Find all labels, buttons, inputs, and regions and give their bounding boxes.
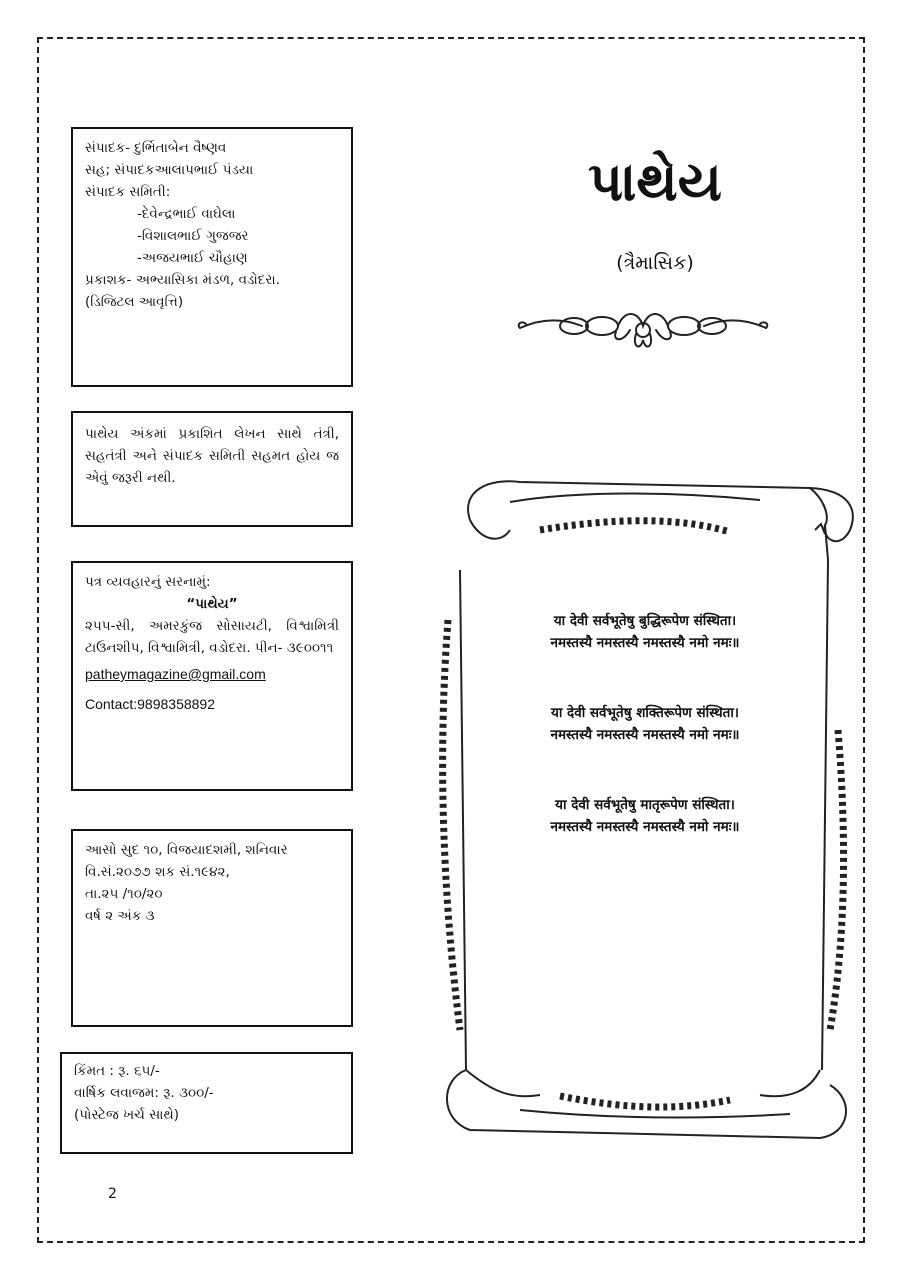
edition-line: (ડિજિટલ આવૃત્તિ)	[85, 294, 184, 310]
shloka-line: या देवी सर्वभूतेषु बुद्धिरूपेण संस्थिता।	[553, 613, 737, 629]
price-box	[60, 1052, 353, 1154]
page-number: 2	[108, 1186, 117, 1202]
shloka-line: नमस्तस्यै नमस्तस्यै नमस्तस्यै नमो नमः॥	[550, 727, 740, 743]
email-link[interactable]: patheymagazine@gmail.com	[85, 666, 266, 682]
publisher-line: પ્રકાશક- અભ્યાસિકા મંડળ, વડોદરા.	[85, 272, 280, 288]
editorial-box	[71, 127, 353, 387]
committee-member: -વિશાલભાઈ ગુજજર	[137, 228, 249, 244]
magazine-name: “પાથેય”	[186, 596, 238, 612]
volume-issue: વર્ષ ૨ અંક ૩	[85, 908, 155, 924]
shloka-line: या देवी सर्वभूतेषु मातृरूपेण संस्थिता।	[555, 797, 735, 813]
annual-subscription: વાર્ષિક લવાજમ: રૂ. ૩૦૦/-	[74, 1085, 214, 1101]
date-line: આસો સુદ ૧૦, વિજયાદશમી, શનિવાર	[85, 842, 288, 858]
committee-label: સંપાદક સમિતી:	[85, 184, 171, 200]
postal-address: ૨૫૫-સી, અમરકુંજ સોસાયટી, વિશ્વામિત્રી ટાઉનશીપ, વિશ્વામિત્રી, વડોદરા. પીન- ૩૯૦૦૧૧	[85, 618, 339, 656]
contact-number: Contact:9898358892	[85, 696, 215, 712]
shloka-block	[470, 794, 820, 838]
shloka-block	[470, 610, 820, 654]
committee-member: -અજયભાઈ ચૌહાણ	[137, 250, 248, 266]
samvat-line: વિ.સં.૨૦૭૭ શક સં.૧૯૪૨,	[85, 864, 230, 880]
magazine-title: પાથેય	[588, 150, 722, 213]
shloka-line: नमस्तस्यै नमस्तस्यै नमस्तस्यै नमो नमः॥	[550, 819, 740, 835]
address-label: પત્ર વ્યવહારનું સરનામું:	[85, 574, 211, 590]
flourish-ornament	[512, 300, 774, 360]
postage-note: (પોસ્ટેજ ખર્ચ સાથે)	[74, 1107, 180, 1123]
committee-member: -દેવેન્દ્રભાઈ વાઘેલા	[137, 206, 236, 222]
magazine-frequency: (ત્રૈમાસિક)	[616, 252, 694, 274]
disclaimer-box	[71, 411, 353, 527]
shloka-line: या देवी सर्वभूतेषु शक्तिरूपेण संस्थिता।	[551, 705, 739, 721]
editor-line: સંપાદક- દુર્ભિતાબેન વૈષ્ણવ	[85, 140, 227, 156]
date-box	[71, 829, 353, 1027]
date-numeric: તા.૨૫ /૧૦/૨૦	[85, 886, 163, 902]
shloka-line: नमस्तस्यै नमस्तस्यै नमस्तस्यै नमो नमः॥	[550, 635, 740, 651]
co-editor-line: સહ; સંપાદકઆલાપભાઈ પંડયા	[85, 162, 254, 178]
price-line: કિંમત : રૂ. ૬૫/-	[74, 1063, 160, 1079]
shloka-block	[470, 702, 820, 746]
disclaimer-text: પાથેય અંકમાં પ્રકાશિત લેખન સાથે તંત્રી, સહતંત્રી અને સંપાદક સમિતી સહમત હોય જ એવું જરૂરી નથી.	[85, 426, 339, 486]
address-box	[71, 561, 353, 791]
